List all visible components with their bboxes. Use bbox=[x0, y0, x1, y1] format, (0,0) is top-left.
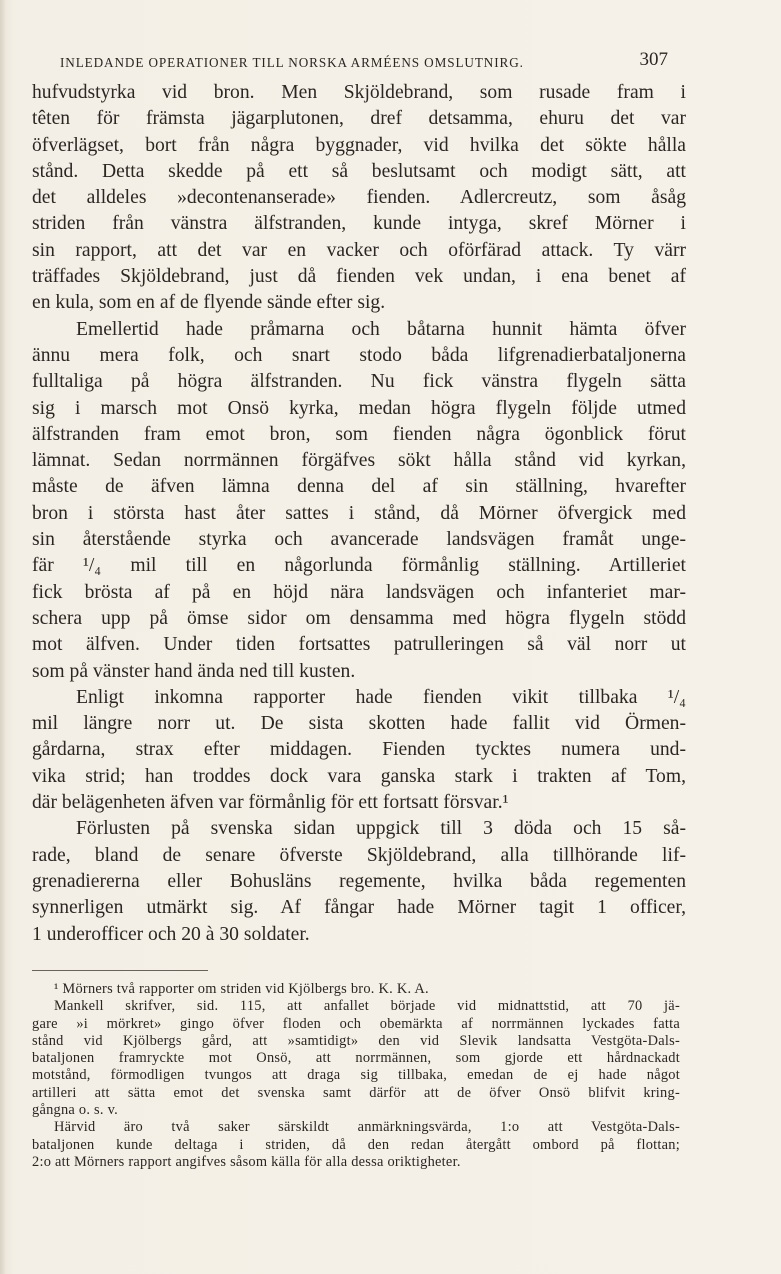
footnote-line: bataljonen framryckte mot Onsö, att norrmännen, som gjorde ett hårdnackadt bbox=[32, 1050, 680, 1067]
footnote-line: gångna o. s. v. bbox=[32, 1102, 118, 1119]
footnote-line: Mankell skrifver, sid. 115, att anfallet började vid midnattstid, att 70 jä- bbox=[54, 998, 680, 1015]
text-line: sin rapport, att det var en vacker och oförfärad attack. Ty värr bbox=[32, 239, 686, 261]
page-header bbox=[60, 49, 668, 75]
text-line: Enligt inkomna rapporter hade fienden vikit tillbaka ¹/₄ bbox=[76, 686, 686, 708]
text-line: sin återstående styrka och avancerade landsvägen framåt unge- bbox=[32, 529, 686, 551]
main-text bbox=[32, 80, 686, 948]
footnote-line: 2:o att Mörners rapport angifves såsom källa för alla dessa oriktigheter. bbox=[32, 1153, 461, 1170]
text-line: älfstranden fram emot bron, som fienden några ögonblick förut bbox=[32, 423, 686, 445]
text-line: rade, bland de senare öfverste Skjöldebrand, alla tillhörande lif- bbox=[32, 844, 686, 866]
text-line: mil längre norr ut. De sista skotten hade fallit vid Örmen- bbox=[32, 713, 686, 735]
page-gutter-shadow bbox=[0, 0, 6, 1274]
text-line: sig i marsch mot Onsö kyrka, medan högra flygeln följde utmed bbox=[32, 397, 686, 419]
text-line: fulltaliga på högra älfstranden. Nu fick vänstra flygeln sätta bbox=[32, 371, 686, 393]
footnote-divider bbox=[32, 970, 208, 971]
text-line: Emellertid hade pråmarna och båtarna hunnit hämta öfver bbox=[76, 318, 686, 340]
footnote-line: ¹ Mörners två rapporter om striden vid Kjölbergs bro. K. K. A. bbox=[54, 981, 429, 997]
text-line: schera upp på ömse sidor om densamma med högra flygeln stödd bbox=[32, 607, 686, 629]
text-line: som på vänster hand ända ned till kusten. bbox=[32, 660, 356, 682]
text-line: striden från vänstra älfstranden, kunde intyga, skref Mörner i bbox=[32, 213, 686, 235]
text-line: fick brösta af på en höjd nära landsvägen och infanteriet mar- bbox=[32, 581, 686, 603]
running-head: INLEDANDE OPERATIONER TILL NORSKA ARMÉENS OMSLUTNIRG. bbox=[60, 55, 524, 70]
text-line: 1 underofficer och 20 à 30 soldater. bbox=[32, 923, 310, 945]
text-line: en kula, som en af de flyende sände efter sig. bbox=[32, 292, 386, 314]
text-line: där belägenheten äfven var förmånlig för ett fortsatt försvar.¹ bbox=[32, 792, 509, 814]
footnotes bbox=[32, 981, 680, 1171]
text-line: vika strid; han troddes dock vara ganska stark i trakten af Tom, bbox=[32, 765, 686, 787]
text-line: fär ¹/₄ mil till en någorlunda förmånlig ställning. Artilleriet bbox=[32, 555, 686, 577]
page-number: 307 bbox=[639, 49, 668, 70]
text-line: têten för främsta jägarplutonen, dref detsamma, ehuru det var bbox=[32, 108, 686, 130]
footnote-line: Härvid äro två saker särskildt anmärkningsvärda, 1:o att Vestgöta-Dals- bbox=[54, 1119, 680, 1136]
text-line: måste de äfven lämna denna del af sin ställning, hvarefter bbox=[32, 476, 686, 498]
text-line: hufvudstyrka vid bron. Men Skjöldebrand, som rusade fram i bbox=[32, 82, 686, 103]
text-line: stånd. Detta skedde på ett så beslutsamt och modigt sätt, att bbox=[32, 160, 686, 182]
text-line: bron i största hast åter sattes i stånd, då Mörner öfvergick med bbox=[32, 502, 686, 524]
footnote-line: stånd vid Kjölbergs gård, att »samtidigt» den vid Slevik landsatta Vestgöta-Dals- bbox=[32, 1032, 680, 1049]
footnote-line: gare »i mörkret» gingo öfver floden och obemärkta af norrmännen lyckades fatta bbox=[32, 1015, 680, 1032]
text-line: lämnat. Sedan norrmännen förgäfves sökt hålla stånd vid kyrkan, bbox=[32, 450, 686, 472]
text-line: öfverlägset, bort från några byggnader, vid hvilka det sökte hålla bbox=[32, 134, 686, 156]
text-line: Förlusten på svenska sidan uppgick till 3 döda och 15 så- bbox=[76, 818, 686, 840]
text-line: ännu mera folk, och snart stodo båda lifgrenadierbataljonerna bbox=[32, 344, 686, 366]
text-line: träffades Skjöldebrand, just då fienden vek undan, i ena benet af bbox=[32, 266, 686, 288]
text-line: det alldeles »decontenanserade» fienden. Adlercreutz, som åsåg bbox=[32, 187, 686, 209]
text-line: mot älfven. Under tiden fortsattes patrulleringen så väl norr ut bbox=[32, 634, 686, 656]
text-line: grenadiererna eller Bohusläns regemente, hvilka båda regementen bbox=[32, 870, 686, 892]
text-line: gårdarna, strax efter middagen. Fienden tycktes numera und- bbox=[32, 739, 686, 761]
footnote-line: bataljonen kunde deltaga i striden, då den redan återgått ombord på flottan; bbox=[32, 1136, 680, 1153]
footnote-line: artilleri att sätta emot det svenska samt därför att de öfver Onsö blifvit kring- bbox=[32, 1084, 680, 1101]
footnote-line: motstånd, förmodligen tvungos att draga sig tillbaka, emedan de ej hade något bbox=[32, 1067, 680, 1084]
text-line: synnerligen utmärkt sig. Af fångar hade Mörner tagit 1 officer, bbox=[32, 897, 686, 919]
